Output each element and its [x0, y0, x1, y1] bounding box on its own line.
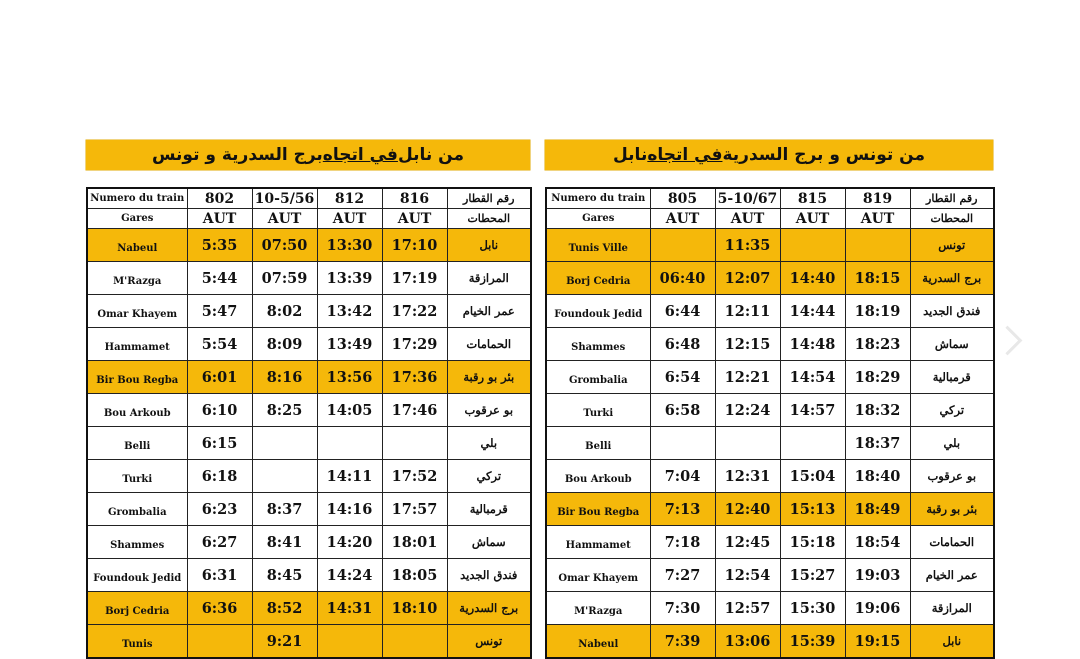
- departure-time: 15:39: [780, 625, 845, 659]
- departure-time: 5:35: [187, 229, 252, 262]
- station-name-ar: بو عرقوب: [910, 460, 994, 493]
- departure-time: 18:29: [845, 361, 910, 394]
- train-type: AUT: [252, 209, 317, 229]
- departure-time: 14:40: [780, 262, 845, 295]
- departure-time: 14:24: [317, 559, 382, 592]
- table-row: [546, 625, 994, 659]
- departure-time: 07:50: [252, 229, 317, 262]
- stations-label: Gares: [546, 209, 650, 229]
- departure-time: 6:44: [650, 295, 715, 328]
- train-number: 812: [317, 188, 382, 209]
- departure-time: 17:22: [382, 295, 447, 328]
- train-number-label-ar: رقم القطار: [447, 188, 531, 209]
- departure-time: 8:45: [252, 559, 317, 592]
- departure-time: 12:31: [715, 460, 780, 493]
- departure-time: 14:48: [780, 328, 845, 361]
- train-number: 815: [780, 188, 845, 209]
- departure-time: 6:23: [187, 493, 252, 526]
- departure-time: 17:29: [382, 328, 447, 361]
- timetable-table: [86, 187, 532, 659]
- departure-time: 6:36: [187, 592, 252, 625]
- timetable-nabeul-to-tunis: [86, 140, 530, 659]
- departure-time: [317, 625, 382, 659]
- table-row: [87, 526, 531, 559]
- departure-time: [317, 427, 382, 460]
- station-name-ar: سماش: [910, 328, 994, 361]
- stations-label: Gares: [87, 209, 187, 229]
- table-row: [546, 229, 994, 262]
- title-part-1: من نابل: [397, 145, 465, 165]
- departure-time: 18:05: [382, 559, 447, 592]
- title-part-underlined: في اتجاه: [647, 145, 723, 165]
- station-name-ar: بو عرقوب: [447, 394, 531, 427]
- table-row: [87, 262, 531, 295]
- station-name: Omar Khayem: [87, 295, 187, 328]
- train-number-label-ar: رقم القطار: [910, 188, 994, 209]
- departure-time: 12:15: [715, 328, 780, 361]
- departure-time: 14:16: [317, 493, 382, 526]
- table-row: [546, 262, 994, 295]
- departure-time: 14:20: [317, 526, 382, 559]
- departure-time: 8:16: [252, 361, 317, 394]
- station-name: Borj Cedria: [546, 262, 650, 295]
- station-name: Borj Cedria: [87, 592, 187, 625]
- departure-time: 6:58: [650, 394, 715, 427]
- departure-time: 15:27: [780, 559, 845, 592]
- departure-time: 12:21: [715, 361, 780, 394]
- departure-time: 17:10: [382, 229, 447, 262]
- departure-time: 12:40: [715, 493, 780, 526]
- station-name: Bou Arkoub: [87, 394, 187, 427]
- station-name: Turki: [87, 460, 187, 493]
- departure-time: [780, 427, 845, 460]
- station-name-ar: تركي: [447, 460, 531, 493]
- departure-time: 13:30: [317, 229, 382, 262]
- station-name-ar: نابل: [447, 229, 531, 262]
- table-row: [87, 361, 531, 394]
- table-row: [87, 427, 531, 460]
- table-row: [87, 394, 531, 427]
- departure-time: 8:52: [252, 592, 317, 625]
- station-name: Nabeul: [87, 229, 187, 262]
- departure-time: [187, 625, 252, 659]
- departure-time: 6:15: [187, 427, 252, 460]
- station-name-ar: تونس: [910, 229, 994, 262]
- table-row: [546, 559, 994, 592]
- train-type: AUT: [715, 209, 780, 229]
- departure-time: 17:46: [382, 394, 447, 427]
- train-number: 816: [382, 188, 447, 209]
- station-name: Belli: [87, 427, 187, 460]
- departure-time: 6:48: [650, 328, 715, 361]
- departure-time: 14:05: [317, 394, 382, 427]
- station-name: Foundouk Jedid: [546, 295, 650, 328]
- table-row: [546, 361, 994, 394]
- departure-time: 18:32: [845, 394, 910, 427]
- departure-time: 17:52: [382, 460, 447, 493]
- departure-time: 12:07: [715, 262, 780, 295]
- departure-time: 14:57: [780, 394, 845, 427]
- table-row: [87, 295, 531, 328]
- station-name: M'Razga: [87, 262, 187, 295]
- train-type: AUT: [650, 209, 715, 229]
- departure-time: 19:06: [845, 592, 910, 625]
- departure-time: 18:54: [845, 526, 910, 559]
- departure-time: 18:19: [845, 295, 910, 328]
- train-type: AUT: [317, 209, 382, 229]
- departure-time: 15:04: [780, 460, 845, 493]
- departure-time: 15:30: [780, 592, 845, 625]
- stations-label-ar: المحطات: [910, 209, 994, 229]
- table-row: [546, 493, 994, 526]
- station-name-ar: قرمبالية: [910, 361, 994, 394]
- departure-time: 6:01: [187, 361, 252, 394]
- station-name: Shammes: [87, 526, 187, 559]
- departure-time: 6:27: [187, 526, 252, 559]
- table-row: [87, 592, 531, 625]
- stations-label-ar: المحطات: [447, 209, 531, 229]
- departure-time: [252, 427, 317, 460]
- table-row: [546, 592, 994, 625]
- table-row: [87, 328, 531, 361]
- departure-time: 19:15: [845, 625, 910, 659]
- table-row: [546, 427, 994, 460]
- title-part-2: نابل: [613, 145, 648, 165]
- station-name: Nabeul: [546, 625, 650, 659]
- departure-time: 8:02: [252, 295, 317, 328]
- departure-time: [715, 427, 780, 460]
- departure-time: 12:24: [715, 394, 780, 427]
- departure-time: 6:54: [650, 361, 715, 394]
- title-part-1: من تونس و برج السدرية: [722, 145, 926, 165]
- departure-time: [252, 460, 317, 493]
- table-row: [87, 625, 531, 659]
- departure-time: 12:45: [715, 526, 780, 559]
- train-number: 802: [187, 188, 252, 209]
- header-row-trains: [87, 188, 531, 209]
- departure-time: 14:54: [780, 361, 845, 394]
- train-number: 5-10/67: [715, 188, 780, 209]
- departure-time: 5:47: [187, 295, 252, 328]
- departure-time: 18:23: [845, 328, 910, 361]
- table-row: [546, 526, 994, 559]
- train-number: 819: [845, 188, 910, 209]
- departure-time: 15:13: [780, 493, 845, 526]
- timetable-table: [545, 187, 995, 659]
- departure-time: 5:54: [187, 328, 252, 361]
- departure-time: 12:54: [715, 559, 780, 592]
- departure-time: 7:18: [650, 526, 715, 559]
- station-name-ar: الحمامات: [910, 526, 994, 559]
- station-name-ar: المرازقة: [910, 592, 994, 625]
- title-part-2: برج السدرية و تونس: [152, 145, 323, 165]
- station-name: Hammamet: [546, 526, 650, 559]
- station-name-ar: بئر بو رقبة: [910, 493, 994, 526]
- departure-time: 8:41: [252, 526, 317, 559]
- station-name: Hammamet: [87, 328, 187, 361]
- departure-time: 17:36: [382, 361, 447, 394]
- departure-time: 8:37: [252, 493, 317, 526]
- table-row: [87, 229, 531, 262]
- station-name-ar: برج السدرية: [910, 262, 994, 295]
- header-row-trains: [546, 188, 994, 209]
- station-name-ar: بلي: [447, 427, 531, 460]
- station-name: Tunis: [87, 625, 187, 659]
- title-part-underlined: في اتجاه: [322, 145, 398, 165]
- train-type: AUT: [187, 209, 252, 229]
- departure-time: 6:31: [187, 559, 252, 592]
- departure-time: 7:39: [650, 625, 715, 659]
- departure-time: 7:30: [650, 592, 715, 625]
- station-name-ar: تركي: [910, 394, 994, 427]
- station-name-ar: سماش: [447, 526, 531, 559]
- station-name: Turki: [546, 394, 650, 427]
- station-name-ar: بلي: [910, 427, 994, 460]
- chevron-right-icon[interactable]: [993, 326, 1023, 356]
- station-name: Belli: [546, 427, 650, 460]
- departure-time: 19:03: [845, 559, 910, 592]
- departure-time: 07:59: [252, 262, 317, 295]
- departure-time: [650, 427, 715, 460]
- departure-time: 8:09: [252, 328, 317, 361]
- departure-time: [845, 229, 910, 262]
- train-number: 10-5/56: [252, 188, 317, 209]
- departure-time: 18:01: [382, 526, 447, 559]
- station-name: M'Razga: [546, 592, 650, 625]
- departure-time: [650, 229, 715, 262]
- departure-time: 11:35: [715, 229, 780, 262]
- timetable-title: [545, 140, 993, 170]
- station-name: Grombalia: [87, 493, 187, 526]
- station-name-ar: فندق الجديد: [910, 295, 994, 328]
- departure-time: 13:42: [317, 295, 382, 328]
- departure-time: 13:06: [715, 625, 780, 659]
- departure-time: 18:49: [845, 493, 910, 526]
- train-type: AUT: [845, 209, 910, 229]
- departure-time: [382, 427, 447, 460]
- departure-time: 5:44: [187, 262, 252, 295]
- departure-time: 8:25: [252, 394, 317, 427]
- departure-time: 18:10: [382, 592, 447, 625]
- departure-time: 17:19: [382, 262, 447, 295]
- table-row: [546, 328, 994, 361]
- departure-time: 13:56: [317, 361, 382, 394]
- train-type: AUT: [780, 209, 845, 229]
- station-name: Bir Bou Regba: [546, 493, 650, 526]
- train-type: AUT: [382, 209, 447, 229]
- table-row: [87, 460, 531, 493]
- departure-time: 7:13: [650, 493, 715, 526]
- header-row-types: [546, 209, 994, 229]
- departure-time: 14:31: [317, 592, 382, 625]
- table-row: [546, 460, 994, 493]
- header-row-types: [87, 209, 531, 229]
- station-name-ar: المرازقة: [447, 262, 531, 295]
- station-name: Foundouk Jedid: [87, 559, 187, 592]
- departure-time: 18:15: [845, 262, 910, 295]
- timetable-tunis-to-nabeul: [545, 140, 993, 659]
- station-name-ar: تونس: [447, 625, 531, 659]
- departure-time: 13:39: [317, 262, 382, 295]
- departure-time: 18:40: [845, 460, 910, 493]
- departure-time: 12:11: [715, 295, 780, 328]
- station-name-ar: قرمبالية: [447, 493, 531, 526]
- table-row: [87, 493, 531, 526]
- table-row: [546, 295, 994, 328]
- departure-time: 13:49: [317, 328, 382, 361]
- station-name-ar: بئر بو رقبة: [447, 361, 531, 394]
- departure-time: 17:57: [382, 493, 447, 526]
- departure-time: [780, 229, 845, 262]
- departure-time: 6:18: [187, 460, 252, 493]
- table-row: [87, 559, 531, 592]
- departure-time: 6:10: [187, 394, 252, 427]
- station-name: Bir Bou Regba: [87, 361, 187, 394]
- timetable-title: [86, 140, 530, 170]
- departure-time: 9:21: [252, 625, 317, 659]
- station-name-ar: نابل: [910, 625, 994, 659]
- station-name: Shammes: [546, 328, 650, 361]
- departure-time: [382, 625, 447, 659]
- train-number: 805: [650, 188, 715, 209]
- departure-time: 12:57: [715, 592, 780, 625]
- station-name-ar: عمر الخيام: [447, 295, 531, 328]
- station-name-ar: فندق الجديد: [447, 559, 531, 592]
- station-name-ar: برج السدرية: [447, 592, 531, 625]
- station-name: Omar Khayem: [546, 559, 650, 592]
- departure-time: 15:18: [780, 526, 845, 559]
- departure-time: 14:11: [317, 460, 382, 493]
- station-name-ar: عمر الخيام: [910, 559, 994, 592]
- train-number-label: Numero du train: [87, 188, 187, 209]
- departure-time: 7:04: [650, 460, 715, 493]
- station-name: Tunis Ville: [546, 229, 650, 262]
- station-name-ar: الحمامات: [447, 328, 531, 361]
- station-name: Grombalia: [546, 361, 650, 394]
- departure-time: 18:37: [845, 427, 910, 460]
- train-number-label: Numero du train: [546, 188, 650, 209]
- station-name: Bou Arkoub: [546, 460, 650, 493]
- departure-time: 7:27: [650, 559, 715, 592]
- departure-time: 14:44: [780, 295, 845, 328]
- table-row: [546, 394, 994, 427]
- departure-time: 06:40: [650, 262, 715, 295]
